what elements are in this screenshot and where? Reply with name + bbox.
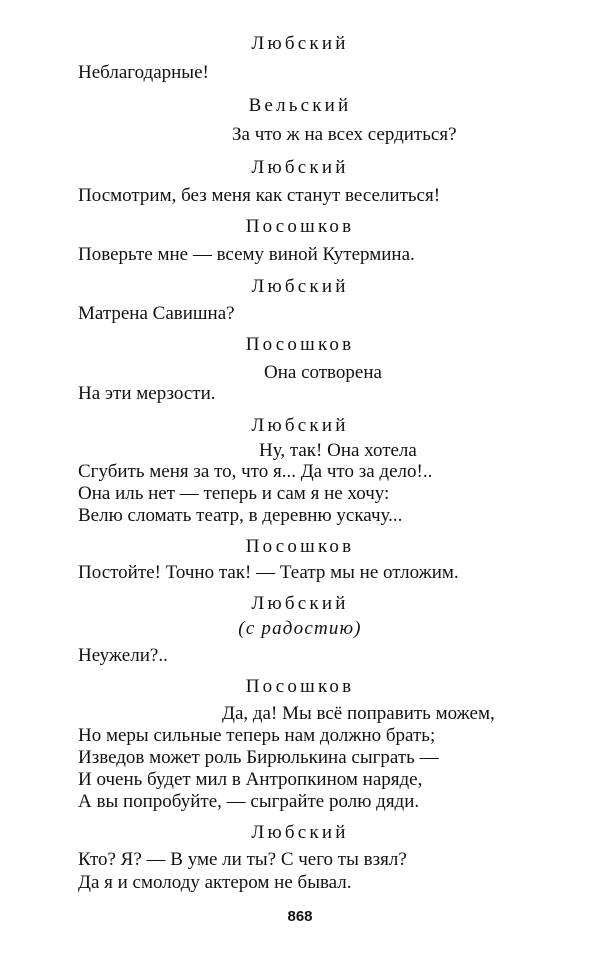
verse-line: Сгубить меня за то, что я... Да что за дело!..	[78, 461, 433, 482]
speaker-name: Посошков	[245, 676, 355, 697]
verse-line: Да я и смолоду актером не бывал.	[78, 872, 352, 893]
stage-direction: (с радостию)	[238, 618, 362, 639]
speaker-name: Любский	[251, 822, 349, 843]
verse-line: Неблагодарные!	[78, 62, 209, 83]
speaker-name: Посошков	[245, 216, 355, 237]
speaker-name: Любский	[251, 276, 349, 297]
verse-line: Изведов может роль Бирюлькина сыграть —	[78, 747, 439, 768]
speaker-name: Любский	[251, 33, 349, 54]
speaker-name: Посошков	[245, 334, 355, 355]
verse-line: Она иль нет — теперь и сам я не хочу:	[78, 483, 390, 504]
verse-line: Да, да! Мы всё поправить можем,	[222, 703, 495, 724]
speaker-name: Любский	[251, 157, 349, 178]
verse-line: Матрена Савишна?	[78, 303, 235, 324]
speaker-name: Любский	[251, 415, 349, 436]
verse-line: Она сотворена	[264, 362, 382, 383]
verse-line: А вы попробуйте, — сыграйте ролю дяди.	[78, 791, 420, 812]
verse-line: Велю сломать театр, в деревню ускачу...	[78, 505, 403, 526]
verse-line: И очень будет мил в Антропкином наряде,	[78, 769, 423, 790]
speaker-name: Любский	[251, 593, 349, 614]
verse-line: За что ж на всех сердиться?	[232, 124, 457, 145]
verse-line: Ну, так! Она хотела	[259, 440, 417, 461]
speaker-name: Посошков	[245, 536, 355, 557]
verse-line: На эти мерзости.	[78, 383, 216, 404]
verse-line: Постойте! Точно так! — Театр мы не отложим.	[78, 562, 459, 583]
verse-line: Поверьте мне — всему виной Кутермина.	[78, 244, 415, 265]
verse-line: Посмотрим, без меня как станут веселиться!	[78, 185, 441, 206]
page-number: 868	[287, 908, 313, 925]
verse-line: Но меры сильные теперь нам должно брать;	[78, 725, 436, 746]
verse-line: Неужели?..	[78, 645, 168, 666]
speaker-name: Вельский	[248, 95, 352, 116]
verse-line: Кто? Я? — В уме ли ты? С чего ты взял?	[78, 849, 407, 870]
